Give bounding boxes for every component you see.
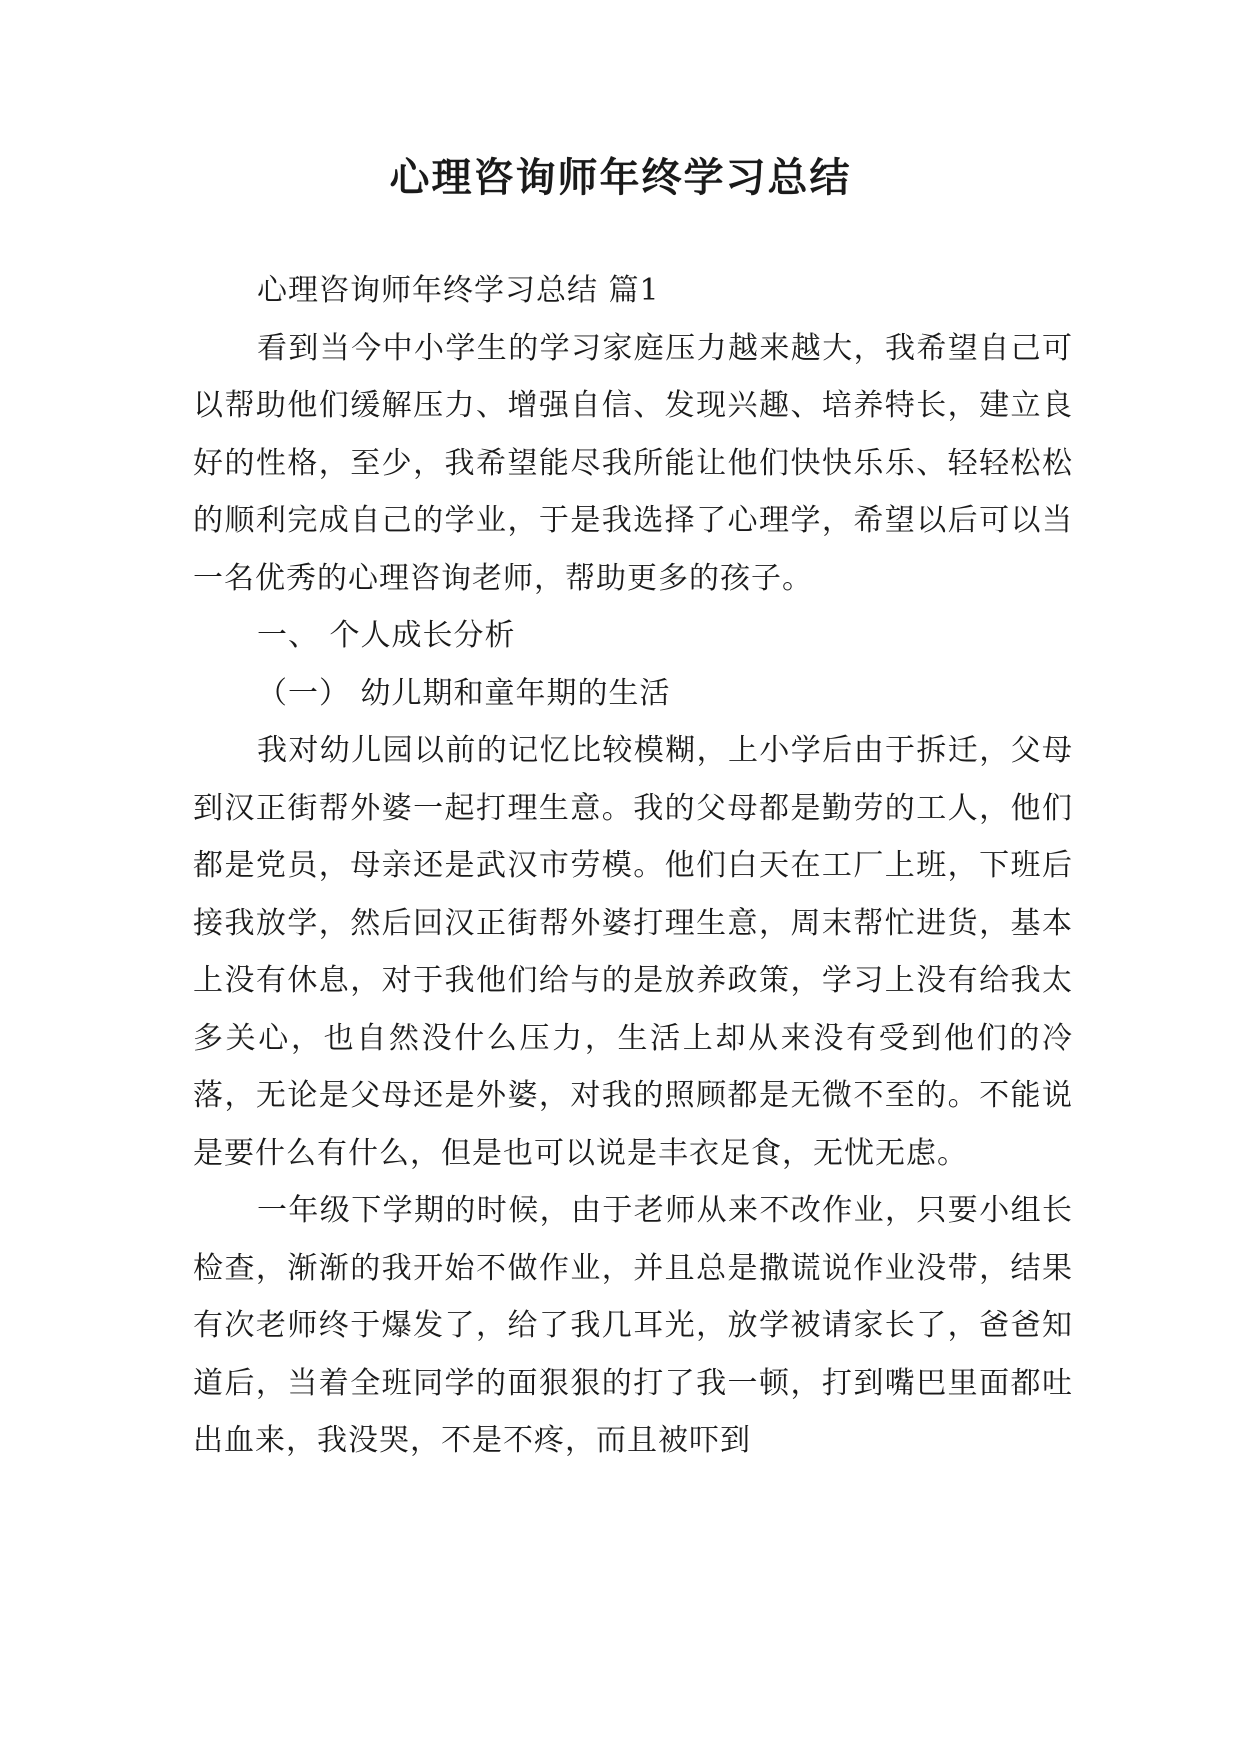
subsection-heading: （一） 幼儿期和童年期的生活 [257,675,671,711]
paragraph: 一年级下学期的时候，由于老师从来不改作业，只要小组长检查，渐渐的我开始不做作业，并且总是撒谎说作业没带，结果有次老师终于爆发了，给了我几耳光，放学被请家长了，爸爸知道后，当着全班同学的面狠狠的打了我一顿，打到嘴巴里面都吐出血来，我没哭，不是不疼，而且被吓到 [193,1193,1073,1458]
paragraph: 我对幼儿园以前的记忆比较模糊，上小学后由于拆迁，父母到汉正街帮外婆一起打理生意。我的父母都是勤劳的工人，他们都是党员，母亲还是武汉市劳模。他们白天在工厂上班，下班后接我放学，然后回汉正街帮外婆打理生意，周末帮忙进货，基本上没有休息，对于我他们给与的是放养政策，学习上没有给我太多关心，也自然没什么压力，生活上却从来没有受到他们的冷落，无论是父母还是外婆，对我的照顾都是无微不至的。不能说是要什么有什么，但是也可以说是丰衣足食，无忧无虑。 [193,733,1073,1171]
document-title: 心理咨询师年终学习总结 [389,154,852,201]
document-body [193,262,1073,1470]
paragraph: 看到当今中小学生的学习家庭压力越来越大，我希望自己可以帮助他们缓解压力、增强自信、发现兴趣、培养特长，建立良好的性格，至少，我希望能尽我所能让他们快快乐乐、轻轻松松的顺利完成自己的学业，于是我选择了心理学，希望以后可以当一名优秀的心理咨询老师，帮助更多的孩子。 [193,330,1073,596]
section-heading: 一、 个人成长分析 [257,618,516,653]
section-heading: 心理咨询师年终学习总结 篇1 [257,273,660,308]
